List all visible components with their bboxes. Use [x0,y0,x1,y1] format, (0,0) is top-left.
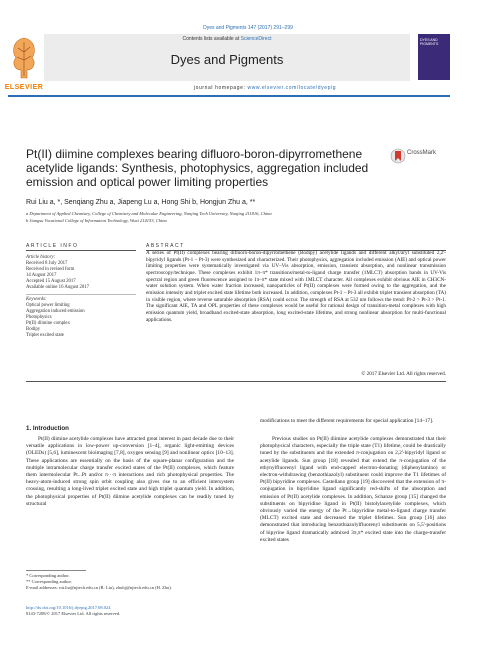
footnote: * Corresponding author. [26,573,70,578]
keywords-label: Keywords: [26,297,47,302]
issn-line: 0143-7208/© 2017 Elsevier Ltd. All rights reserved. [26,611,121,616]
intro-right-paragraph-2: Previous studies on Pt(II) diimine acetylide complexes demonstrated that their photophysical characters, especially the triple state (T1) lifetime, could be drastically tuned by the substituents and the extended π-conjugation on 2,2'-bipyridyl ligand or acetylide ligands. Sun group [18] revealed that extend the π-conjugation of the ethynylfluorenyl ligand with end-capped electron-donating (diphenylamino) or electron-withdrawing (benzothiazolyl) substituent could improve the T1 lifetimes of Pt(II) bipyridine complexes. Castellano group [19] discovered that the extension of π-conjugation in bipyridine ligand significantly red-shifts of the absorption and emission of Pt(II) acetylide complexes. In addition, Schanze group [15] changed the substituents on bipyridine ligand in Pt(II) bistolylacetylide complexes, which obviously varied the energy of the Pt→bipyridine metal-to-ligand charge transfer (MLCT) excited state and decreased the triplet lifetimes. Sun group [16] also demonstrated that introducing benzothiazolylfluorenyl substituents on 5,5'-positions of bipyrine ligand dramatically admixed 3π,π* excited state into the charge-transfer excited states [260,436,446,543]
history-item: Received in revised form [26,267,75,272]
elsevier-tree-logo [8,32,40,82]
history-item: Accepted 15 August 2017 [26,279,76,284]
abstract-copyright: © 2017 Elsevier Ltd. All rights reserved. [361,371,446,377]
crossmark-label: CrossMark [407,150,437,156]
affiliation-b: b Jiangsu Vocational College of Information Technology, Wuxi 214153, China [26,218,167,223]
homepage-link[interactable]: www.elsevier.com/locate/dyepig [247,85,337,91]
crossmark-icon [390,148,406,164]
footnote-emails[interactable]: E-mail addresses: rui.liu@njtech.edu.cn (R. Liu), zhuhj@njtech.edu.cn (H. Zhu). [26,585,172,590]
keyword: Optical power limiting [26,303,70,308]
contents-line [44,36,410,42]
article-info-heading: ARTICLE INFO [26,243,79,249]
history-item: 14 August 2017 [26,273,57,278]
sciencedirect-link[interactable]: ScienceDirect [240,36,272,42]
journal-cover-text: DYES AND PIGMENTS [420,38,439,46]
history-item: Available online 16 August 2017 [26,285,90,290]
header-divider [8,95,450,97]
journal-title: Dyes and Pigments [170,52,284,67]
footnote-rule [26,570,86,571]
intro-right-paragraph-1: modifications to meet the different requirements for special application [14–17]. [260,418,434,424]
footnotes [26,573,226,591]
homepage-prefix: journal homepage: [193,85,248,91]
article-info-rule [26,250,136,251]
abstract-text: A series of Pt(II) complexes bearing difluoro-boron-dipyrromethene (Bodipy) acetylide ligands and different alkyl/aryl substituted 2,2'-bipyridyl ligands (Pt-1 – Pt-3) were synthesized and characterized. Their photophysics, aggregation included emission (AIE) and optical power limiting properties were systematically investigated via UV–Vis absorption, emission, transient absorption, and nonlinear transmission spectroscopy/technique. These complexes exhibit 1π–π* transitions/metal-to-ligand charge transfer (1MLCT) absorption bands in UV-Vis spectral region and green fluorescence assigned to 1π–π* state mixed with 1MLCT character. All complexes exhibit obvious AIE in CH3CN-water solution system. When water fraction increased, nanoparticles of Pt(II) complexes were formed owing to the aggregation, and the emission intensity and triplet excited state lifetime both increased. In addition, complexes Pt-1 – Pt-3 all exhibit triplet transient absorption (TA) in visible region, where reverse saturable absorption (RSA) could occur. The strength of RSA at 532 nm follows the trend: Pt-2 > Pt-3 > Pt-1. The significant AIE, TA and OPL properties of these complexes would be useful for rational design of transition-metal complexes with high emission quantum yield, broadband excited-state absorption, long excited-state lifetime, and strong nonlinear absorption for multi-functional applications. [146,250,446,323]
keyword: Triplet excited state [26,333,64,338]
publisher-name: ELSEVIER [4,84,44,91]
footnote: ** Corresponding author. [26,579,72,584]
section-heading-introduction: 1. Introduction [26,425,69,432]
abstract-heading: ABSTRACT [146,243,185,249]
abstract-bottom-rule [26,381,446,382]
keyword: Bodipy [26,327,41,332]
doi-block [26,605,246,617]
contents-prefix: Contents lists available at [182,36,241,42]
keywords-rule [26,294,136,295]
keyword: Pt(II) diimine complex [26,321,70,326]
journal-reference[interactable]: Dyes and Pigments 147 (2017) 291–299 [203,25,293,31]
affiliation-a: a Department of Applied Chemistry, College of Chemistry and Molecular Engineering, Nanjing Tech University, Nanjing 211816, China [26,211,272,216]
keyword: Photophysics [26,315,52,320]
doi-link[interactable]: http://dx.doi.org/10.1016/j.dyepig.2017.08.024 [26,605,111,610]
history-label: Article history: [26,255,56,260]
history-item: Received 8 July 2017 [26,261,68,266]
intro-left-column: Pt(II) diimine acetylide complexes have attracted great interest in past decade due to their versatile applications in low-power up-conversion [1–4], organic light-emitting devices (OLEDs) [5,6], luminescent bioimaging [7,8], oxygen sensing [9] and nonlinear optics [10–13]. These applications are essentially on the basis of the square-planar configuration and the multiple intramolecular charge transfer excited states of the Pt(II) complexes, which feature them intermolecular Pt...Pt and/or π···π interactions and rich photophysical properties. The heavy-atom-induced strong spin orbit coupling also gives rise to an efficient intersystem crossing, resulting a long-lived triplet excited state and high triplet quantum yield. In addition, the photophysical properties of Pt(II) diimine acetylide complexes can be readily tuned by structural [26,436,234,507]
author-list[interactable]: Rui Liu a, *, Senqiang Zhu a, Jiapeng Lu a, Hong Shi b, Hongjun Zhu a, ** [26,199,256,206]
keyword: Aggregation induced emission [26,309,85,314]
homepage-line [120,85,410,91]
article-title: Pt(II) diimine complexes bearing difluoro-boron-dipyrromethene acetylide ligands: Synthesis, photophysics, aggregation included emission and optical power limiting properties [26,147,369,189]
